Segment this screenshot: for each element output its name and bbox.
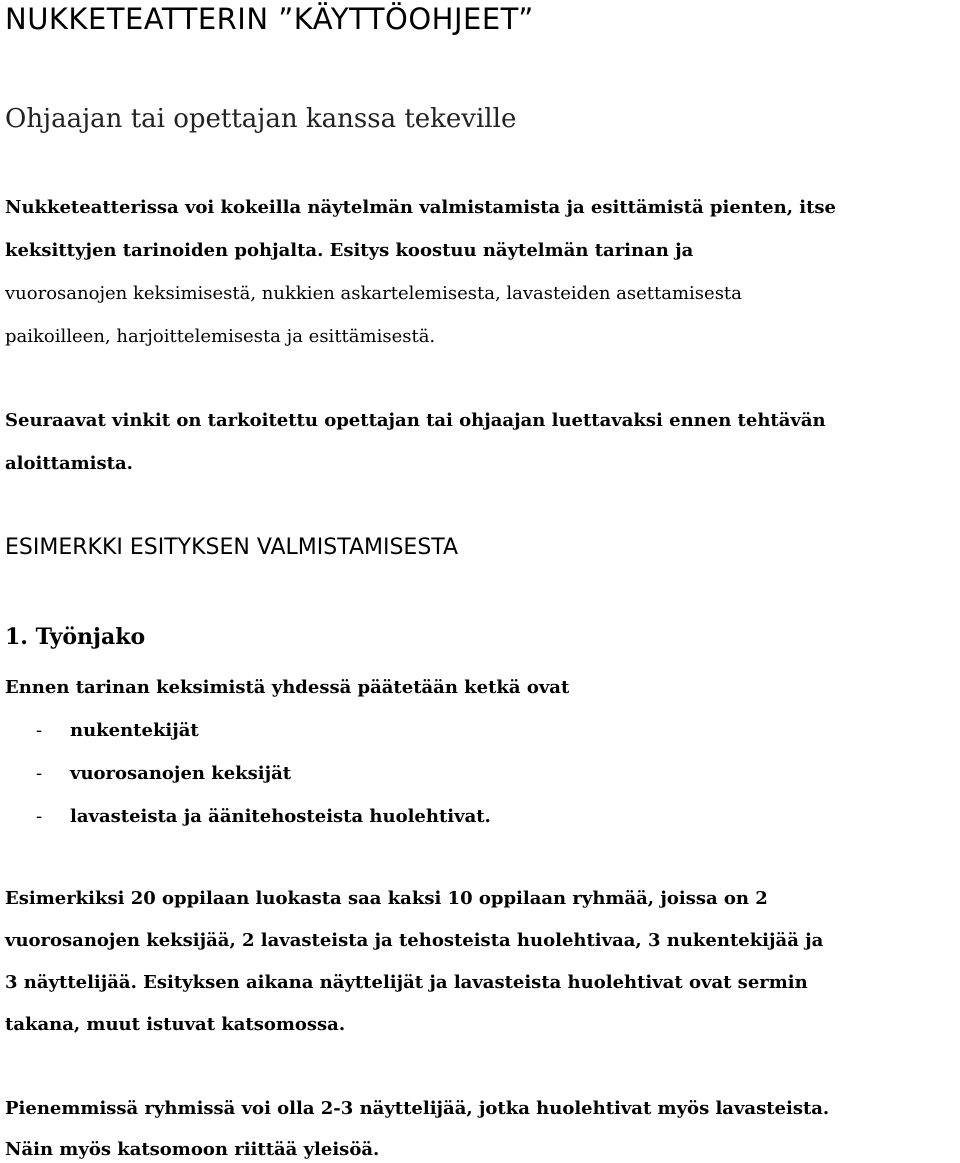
intro-line: vuorosanojen keksimisestä, nukkien askartelemisesta, lavasteiden asettamisesta: [5, 283, 742, 304]
list-bullet: -: [36, 763, 43, 784]
list-item-text: vuorosanojen keksijät: [70, 763, 292, 784]
example-line: 3 näyttelijää. Esityksen aikana näyttelijät ja lavasteista huolehtivat ovat sermin: [5, 972, 808, 993]
list-item-text: lavasteista ja äänitehosteista huolehtivat.: [70, 806, 491, 827]
step-lead: Ennen tarinan keksimistä yhdessä päätetään ketkä ovat: [5, 677, 570, 698]
example-line: vuorosanojen keksijää, 2 lavasteista ja tehosteista huolehtivaa, 3 nukentekijää ja: [5, 930, 824, 951]
list-bullet: -: [36, 720, 43, 741]
intro-line: Nukketeatterissa voi kokeilla näytelmän valmistamista ja esittämistä pienten, itse: [5, 197, 836, 218]
list-item: [36, 720, 199, 741]
intro-line: paikoilleen, harjoittelemisesta ja esittämisestä.: [5, 326, 436, 347]
small-group-line: Pienemmissä ryhmissä voi olla 2-3 näyttelijää, jotka huolehtivat myös lavasteista.: [5, 1098, 830, 1119]
example-line: takana, muut istuvat katsomossa.: [5, 1014, 346, 1035]
list-item: [36, 806, 491, 827]
list-item: [36, 763, 291, 784]
list-item-text: nukentekijät: [70, 720, 199, 741]
example-line: Esimerkiksi 20 oppilaan luokasta saa kaksi 10 oppilaan ryhmää, joissa on 2: [5, 888, 768, 909]
document-subtitle: Ohjaajan tai opettajan kanssa tekeville: [5, 104, 517, 134]
note-line: aloittamista.: [5, 453, 133, 474]
document-title: NUKKETEATTERIN ”KÄYTTÖOHJEET”: [5, 2, 534, 36]
list-bullet: -: [36, 806, 43, 827]
section-heading: ESIMERKKI ESITYKSEN VALMISTAMISESTA: [5, 535, 459, 560]
small-group-line: Näin myös katsomoon riittää yleisöä.: [5, 1139, 380, 1160]
intro-line: keksittyjen tarinoiden pohjalta. Esitys koostuu näytelmän tarinan ja: [5, 240, 694, 261]
note-line: Seuraavat vinkit on tarkoitettu opettajan tai ohjaajan luettavaksi ennen tehtävän: [5, 410, 826, 431]
step-heading: 1. Työnjako: [5, 624, 146, 650]
